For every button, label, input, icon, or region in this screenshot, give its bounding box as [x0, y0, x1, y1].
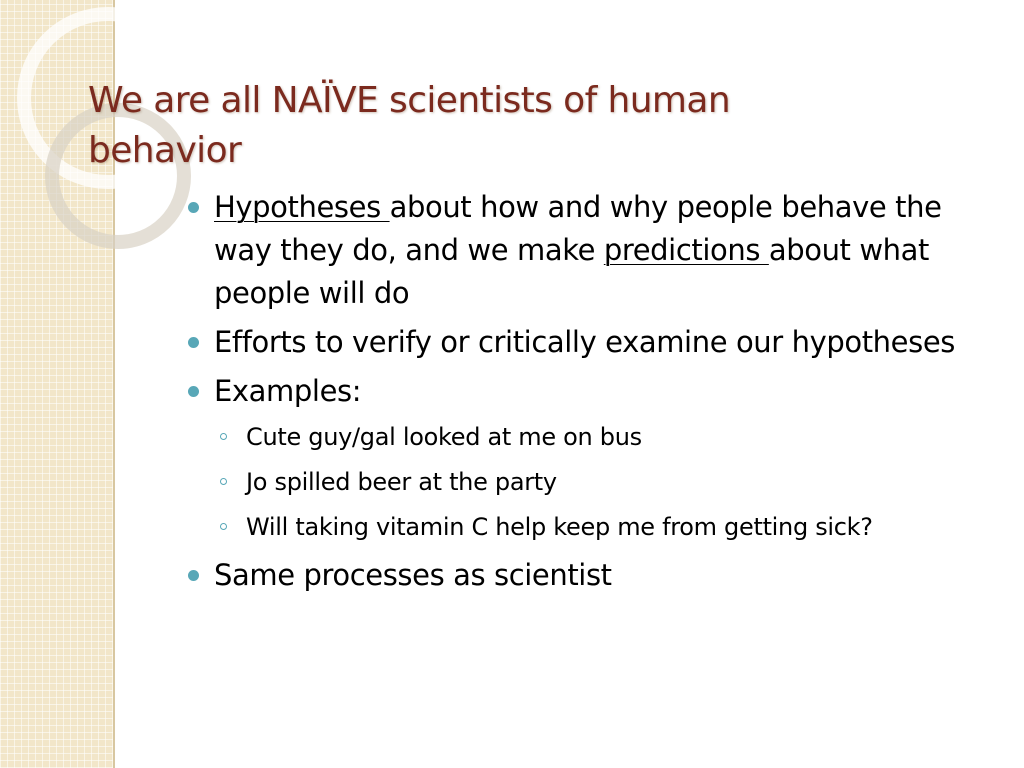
- hypotheses-text: about how and why people behave the way they do, and we make: [214, 190, 942, 267]
- bullet-hypotheses: [186, 186, 1006, 315]
- bullet-list: [186, 186, 1006, 603]
- sub-bullet-bus: [186, 419, 1006, 455]
- sub-bullet-text: Cute guy/gal looked at me on bus: [246, 423, 642, 451]
- hypotheses-term: Hypotheses: [214, 190, 390, 224]
- bullet-dot-icon: [188, 337, 199, 348]
- bullet-same-processes: [186, 554, 1006, 597]
- sub-bullet-beer: [186, 464, 1006, 500]
- sub-bullet-ring-icon: [220, 523, 227, 530]
- bullet-examples: [186, 370, 1006, 413]
- bullet-text: Examples:: [214, 374, 362, 408]
- sub-bullet-ring-icon: [220, 433, 227, 440]
- bullet-dot-icon: [188, 202, 199, 213]
- sub-bullet-vitamin: [186, 509, 1006, 545]
- bullet-dot-icon: [188, 386, 199, 397]
- predictions-term: predictions: [603, 233, 769, 267]
- sub-bullet-text: Will taking vitamin C help keep me from getting sick?: [246, 513, 873, 541]
- bullet-dot-icon: [188, 570, 199, 581]
- bullet-efforts: [186, 321, 1006, 364]
- examples-list: [186, 419, 1006, 545]
- sub-bullet-ring-icon: [220, 478, 227, 485]
- sub-bullet-text: Jo spilled beer at the party: [246, 468, 557, 496]
- bullet-text: Same processes as scientist: [214, 558, 612, 592]
- predictions-text: about what people will do: [214, 233, 929, 310]
- bullet-text: Efforts to verify or critically examine our hypotheses: [214, 325, 955, 359]
- slide-title: We are all NAÏVE scientists of human behavior: [88, 80, 731, 171]
